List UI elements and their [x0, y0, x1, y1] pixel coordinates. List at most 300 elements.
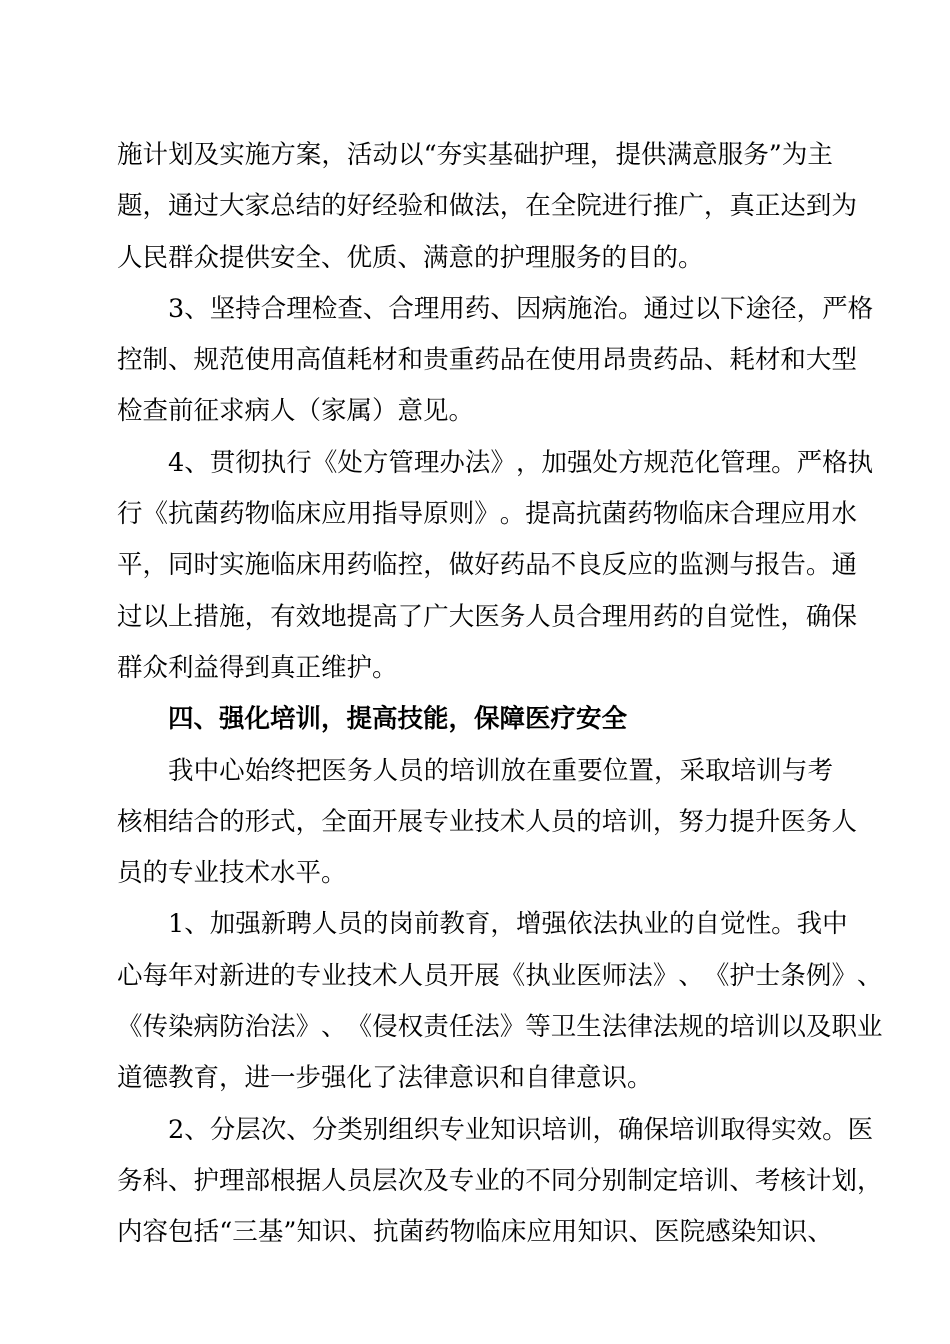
glyph: 合: [388, 293, 414, 324]
glyph: 中: [193, 755, 220, 786]
glyph: 结: [295, 191, 322, 222]
glyph: 人: [525, 806, 551, 837]
paragraph-first-line: [117, 438, 874, 489]
glyph: 权: [397, 1012, 424, 1043]
glyph: 划: [831, 1165, 857, 1196]
glyph: 实: [462, 140, 488, 170]
glyph: 行: [117, 499, 143, 530]
glyph: 专: [448, 1165, 475, 1196]
glyph: 分: [576, 1165, 602, 1196]
glyph: 务: [117, 1165, 143, 1196]
glyph: 。: [805, 550, 832, 581]
glyph: 理: [413, 293, 440, 324]
body-line: [117, 335, 857, 386]
glyph: 取: [705, 755, 731, 786]
glyph: 培: [729, 1012, 755, 1043]
glyph: 要: [577, 755, 603, 786]
glyph: 考: [754, 1165, 781, 1196]
glyph: 》: [499, 1012, 526, 1043]
body-line: [117, 540, 857, 591]
glyph: 训: [474, 755, 501, 786]
glyph: 合: [193, 806, 220, 837]
glyph: 《: [346, 1012, 373, 1043]
glyph: 、: [856, 960, 883, 991]
glyph: 务: [743, 140, 769, 170]
glyph: 感: [705, 1217, 731, 1248]
glyph: 总: [270, 191, 296, 222]
glyph: ，: [653, 755, 680, 786]
glyph: 次: [260, 1114, 287, 1145]
glyph: 抗: [168, 499, 194, 530]
glyph: 、: [490, 293, 516, 324]
glyph: 》: [490, 447, 516, 478]
glyph: 术: [372, 960, 398, 991]
glyph: 合: [260, 293, 287, 324]
glyph: 院: [679, 1217, 706, 1248]
glyph: 根: [270, 1165, 296, 1196]
glyph: 法: [652, 1012, 679, 1043]
glyph: 加: [541, 447, 567, 478]
glyph: 培: [669, 1114, 695, 1145]
glyph: 生: [576, 1012, 602, 1043]
glyph: 方: [618, 447, 644, 478]
glyph: 任: [448, 1012, 475, 1043]
glyph: 育: [464, 909, 491, 940]
glyph: 医: [321, 755, 347, 786]
glyph: 、: [286, 1114, 312, 1145]
glyph: 的: [652, 550, 679, 581]
glyph: 训: [756, 755, 782, 786]
glyph: 形: [244, 806, 271, 837]
glyph: 方: [270, 140, 296, 170]
glyph: 对: [193, 960, 220, 991]
glyph: 高: [372, 601, 398, 632]
glyph: 做: [448, 191, 475, 222]
glyph: 业: [856, 1012, 883, 1043]
glyph: 我: [796, 909, 823, 940]
glyph: 、: [184, 447, 210, 478]
glyph: 把: [295, 755, 322, 786]
glyph: 在: [525, 345, 551, 376]
glyph: 前: [413, 909, 440, 940]
glyph: 用: [805, 499, 832, 530]
glyph: 大: [805, 345, 832, 376]
glyph: 染: [168, 1012, 194, 1043]
glyph: 病: [541, 293, 567, 324]
glyph: 为: [831, 191, 857, 222]
glyph: 岗: [388, 909, 414, 940]
glyph: 业: [550, 960, 577, 991]
glyph: 基: [487, 140, 514, 170]
glyph: 的: [499, 1165, 526, 1196]
glyph: 通: [831, 550, 857, 581]
glyph: 护: [538, 140, 565, 170]
glyph: 控: [397, 550, 424, 581]
glyph: 提: [615, 140, 641, 170]
glyph: 法: [474, 1012, 500, 1043]
glyph: 业: [643, 909, 670, 940]
glyph: 与: [781, 755, 808, 786]
glyph: 应: [627, 550, 653, 581]
glyph: 进: [601, 191, 628, 222]
glyph: 贵: [423, 345, 449, 376]
glyph: 务: [499, 601, 526, 632]
glyph: 技: [346, 960, 373, 991]
glyph: 类: [337, 1114, 363, 1145]
glyph: 培: [449, 755, 475, 786]
glyph: 务: [347, 755, 373, 786]
glyph: 医: [474, 601, 500, 632]
glyph: 施: [219, 601, 245, 632]
glyph: 下: [720, 293, 746, 324]
glyph: 力: [703, 806, 730, 837]
glyph: 制: [142, 345, 169, 376]
glyph: 新: [260, 909, 287, 940]
glyph: 则: [448, 499, 475, 530]
glyph: 正: [754, 191, 781, 222]
glyph: 例: [805, 960, 832, 991]
glyph: 员: [337, 909, 363, 940]
glyph: 以: [694, 293, 721, 324]
glyph: 》: [652, 960, 679, 991]
glyph: 教: [439, 909, 465, 940]
glyph: 努: [678, 806, 704, 837]
glyph: 、: [168, 1165, 194, 1196]
glyph: 计: [805, 1165, 832, 1196]
glyph: 科: [142, 1165, 169, 1196]
glyph: 性: [745, 909, 772, 940]
glyph: 制: [627, 1165, 653, 1196]
glyph: 反: [601, 550, 628, 581]
glyph: 《: [117, 1012, 143, 1043]
glyph: 《: [499, 960, 526, 991]
glyph: 职: [831, 1012, 857, 1043]
glyph: 护: [729, 960, 755, 991]
glyph: 进: [244, 960, 271, 991]
glyph: ，: [703, 191, 730, 222]
glyph: 了: [397, 601, 424, 632]
glyph: 师: [601, 960, 628, 991]
glyph: 士: [754, 960, 781, 991]
glyph: 强: [541, 909, 567, 940]
glyph: 律: [627, 1012, 653, 1043]
glyph: 医: [654, 1217, 680, 1248]
glyph: 用: [321, 550, 347, 581]
glyph: 自: [703, 601, 730, 632]
glyph: 。: [771, 447, 797, 478]
glyph: 执: [847, 447, 874, 478]
glyph: 物: [652, 499, 679, 530]
glyph: 础: [513, 140, 539, 170]
glyph: 药: [652, 601, 679, 632]
glyph: 用: [576, 345, 602, 376]
glyph: 法: [601, 1012, 628, 1043]
glyph: 临: [678, 499, 704, 530]
glyph: ”: [768, 140, 782, 170]
glyph: 《: [311, 447, 338, 478]
glyph: 员: [550, 601, 577, 632]
glyph: ”: [283, 1217, 297, 1248]
glyph: 觉: [720, 909, 746, 940]
glyph: 人: [372, 755, 399, 786]
glyph: 》: [831, 960, 857, 991]
glyph: 药: [346, 550, 373, 581]
glyph: 面: [346, 806, 373, 837]
glyph: 广: [423, 601, 449, 632]
glyph: 识: [603, 1217, 629, 1248]
glyph: 医: [576, 960, 602, 991]
glyph: 案: [295, 140, 322, 170]
glyph: 织: [413, 1114, 440, 1145]
glyph: 终: [270, 755, 296, 786]
glyph: 计: [142, 140, 169, 170]
glyph: 处: [337, 447, 363, 478]
glyph: 条: [780, 960, 806, 991]
glyph: 抗: [576, 499, 602, 530]
glyph: 推: [652, 191, 679, 222]
document-body: [117, 130, 883, 1259]
glyph: 。: [618, 293, 644, 324]
glyph: 以: [780, 1012, 806, 1043]
glyph: 理: [601, 601, 628, 632]
glyph: 护: [193, 1165, 220, 1196]
glyph: 合: [576, 601, 602, 632]
glyph: 式: [270, 806, 296, 837]
glyph: 强: [235, 909, 261, 940]
glyph: 规: [193, 345, 220, 376]
glyph: 有: [270, 601, 296, 632]
glyph: 年: [168, 960, 194, 991]
glyph: 、: [807, 1217, 833, 1248]
glyph: 专: [295, 960, 322, 991]
glyph: 应: [321, 499, 347, 530]
glyph: 划: [168, 140, 194, 170]
glyph: 法: [270, 1012, 296, 1043]
glyph: 使: [550, 345, 577, 376]
glyph: 与: [729, 550, 755, 581]
glyph: ，: [295, 806, 322, 837]
glyph: 型: [831, 345, 857, 376]
glyph: 方: [362, 447, 389, 478]
glyph: 中: [822, 909, 848, 940]
glyph: 临: [372, 550, 398, 581]
glyph: 径: [771, 293, 797, 324]
glyph: 括: [193, 1217, 220, 1248]
glyph: 置: [628, 755, 654, 786]
glyph: 良: [576, 550, 602, 581]
glyph: 人: [311, 909, 338, 940]
glyph: 知: [490, 1114, 516, 1145]
glyph: 药: [464, 293, 491, 324]
glyph: 广: [678, 191, 704, 222]
paragraph-first-line: [117, 284, 874, 335]
glyph: ，: [515, 447, 542, 478]
glyph: 药: [627, 499, 653, 530]
glyph: 医: [847, 1114, 874, 1145]
glyph: 、: [184, 1114, 210, 1145]
glyph: 我: [168, 755, 194, 786]
glyph: 药: [499, 550, 526, 581]
glyph: 防: [219, 1012, 245, 1043]
glyph: 分: [311, 1114, 338, 1145]
glyph: 时: [193, 550, 220, 581]
glyph: 员: [423, 960, 449, 991]
body-line: [117, 592, 857, 643]
glyph: 知: [577, 1217, 603, 1248]
glyph: 过: [117, 601, 143, 632]
glyph: 、: [168, 345, 194, 376]
glyph: 包: [168, 1217, 194, 1248]
glyph: 强: [566, 447, 593, 478]
glyph: 检: [311, 293, 338, 324]
body-line: 检查前征求病人（家属）意见。: [117, 396, 475, 427]
glyph: 培: [730, 755, 757, 786]
glyph: 满: [666, 140, 693, 170]
glyph: 平: [117, 550, 143, 581]
glyph: 药: [652, 345, 679, 376]
glyph: 物: [449, 1217, 476, 1248]
glyph: 施: [244, 140, 271, 170]
glyph: 执: [618, 909, 644, 940]
glyph: ，: [796, 293, 823, 324]
glyph: 不: [525, 1165, 551, 1196]
body-line: [117, 489, 857, 540]
glyph: 位: [602, 755, 629, 786]
glyph: 加: [209, 909, 236, 940]
glyph: 过: [193, 191, 220, 222]
glyph: 临: [270, 550, 296, 581]
glyph: 贵: [627, 345, 653, 376]
glyph: 理: [413, 447, 440, 478]
glyph: 基: [257, 1217, 284, 1248]
glyph: 经: [372, 191, 398, 222]
glyph: 高: [295, 345, 322, 376]
glyph: 全: [550, 191, 577, 222]
glyph: 用: [270, 345, 296, 376]
glyph: 训: [627, 806, 653, 837]
glyph: 品: [678, 345, 704, 376]
glyph: 监: [678, 550, 704, 581]
glyph: 每: [142, 960, 169, 991]
glyph: 层: [235, 1114, 261, 1145]
glyph: 法: [464, 447, 491, 478]
glyph: 严: [822, 293, 848, 324]
glyph: 使: [244, 345, 271, 376]
glyph: 合: [729, 499, 755, 530]
glyph: 耗: [346, 345, 373, 376]
glyph: 行: [627, 191, 653, 222]
glyph: 识: [515, 1114, 542, 1145]
body-line: [117, 951, 883, 1002]
glyph: 实: [771, 1114, 797, 1145]
glyph: 、: [184, 293, 210, 324]
glyph: 理: [219, 1165, 245, 1196]
glyph: 的: [576, 806, 602, 837]
glyph: 知: [756, 1217, 782, 1248]
glyph: 和: [423, 191, 449, 222]
glyph: 做: [448, 550, 475, 581]
glyph: 在: [526, 755, 552, 786]
paragraph-first-line: [117, 899, 848, 950]
glyph: 据: [295, 1165, 322, 1196]
glyph: 培: [601, 806, 628, 837]
glyph: 层: [372, 1165, 398, 1196]
glyph: 品: [499, 345, 526, 376]
body-line: [117, 1207, 833, 1258]
glyph: 。: [771, 909, 797, 940]
body-line: 群众利益得到真正维护。: [117, 652, 398, 683]
glyph: 人: [525, 601, 551, 632]
glyph: 训: [754, 1012, 781, 1043]
glyph: 。: [499, 499, 526, 530]
glyph: 术: [499, 806, 526, 837]
glyph: 责: [423, 1012, 449, 1043]
glyph: 规: [643, 447, 670, 478]
glyph: 及: [805, 1012, 832, 1043]
glyph: 性: [754, 601, 781, 632]
glyph: 提: [525, 499, 551, 530]
glyph: 题: [117, 191, 143, 222]
glyph: ，: [592, 1114, 618, 1145]
glyph: 效: [796, 1114, 823, 1145]
glyph: 以: [398, 140, 424, 170]
glyph: 用: [346, 499, 373, 530]
glyph: 大: [448, 601, 475, 632]
glyph: 业: [474, 1165, 500, 1196]
glyph: 执: [525, 960, 551, 991]
glyph: 3: [168, 293, 185, 324]
glyph: 业: [464, 1114, 491, 1145]
glyph: 心: [117, 960, 143, 991]
glyph: 意: [692, 140, 718, 170]
glyph: 报: [754, 550, 781, 581]
glyph: 识: [321, 1217, 348, 1248]
glyph: 治: [244, 1012, 271, 1043]
glyph: 执: [260, 447, 287, 478]
glyph: 值: [321, 345, 347, 376]
glyph: 卫: [550, 1012, 577, 1043]
glyph: 重: [551, 755, 578, 786]
glyph: 法: [474, 191, 500, 222]
glyph: 培: [678, 1165, 704, 1196]
glyph: 培: [541, 1114, 567, 1145]
glyph: 施: [117, 140, 143, 170]
glyph: 床: [295, 550, 322, 581]
glyph: 专: [439, 1114, 465, 1145]
paragraph-first-line: [117, 1105, 874, 1156]
glyph: 《: [142, 499, 169, 530]
glyph: 务: [805, 806, 832, 837]
glyph: 以: [142, 601, 169, 632]
glyph: 法: [592, 909, 618, 940]
glyph: 格: [822, 447, 848, 478]
glyph: 训: [566, 1114, 593, 1145]
glyph: 实: [219, 140, 245, 170]
glyph: 放: [500, 755, 527, 786]
glyph: 提: [346, 601, 373, 632]
glyph: 大: [219, 191, 245, 222]
glyph: 治: [592, 293, 618, 324]
glyph: 开: [448, 960, 475, 991]
glyph: 训: [694, 1114, 721, 1145]
glyph: 水: [831, 499, 857, 530]
glyph: 查: [337, 293, 363, 324]
body-line: [117, 1002, 883, 1053]
glyph: 《: [703, 960, 730, 991]
glyph: 侵: [372, 1012, 398, 1043]
glyph: ，: [244, 601, 271, 632]
glyph: 、: [628, 1217, 655, 1248]
